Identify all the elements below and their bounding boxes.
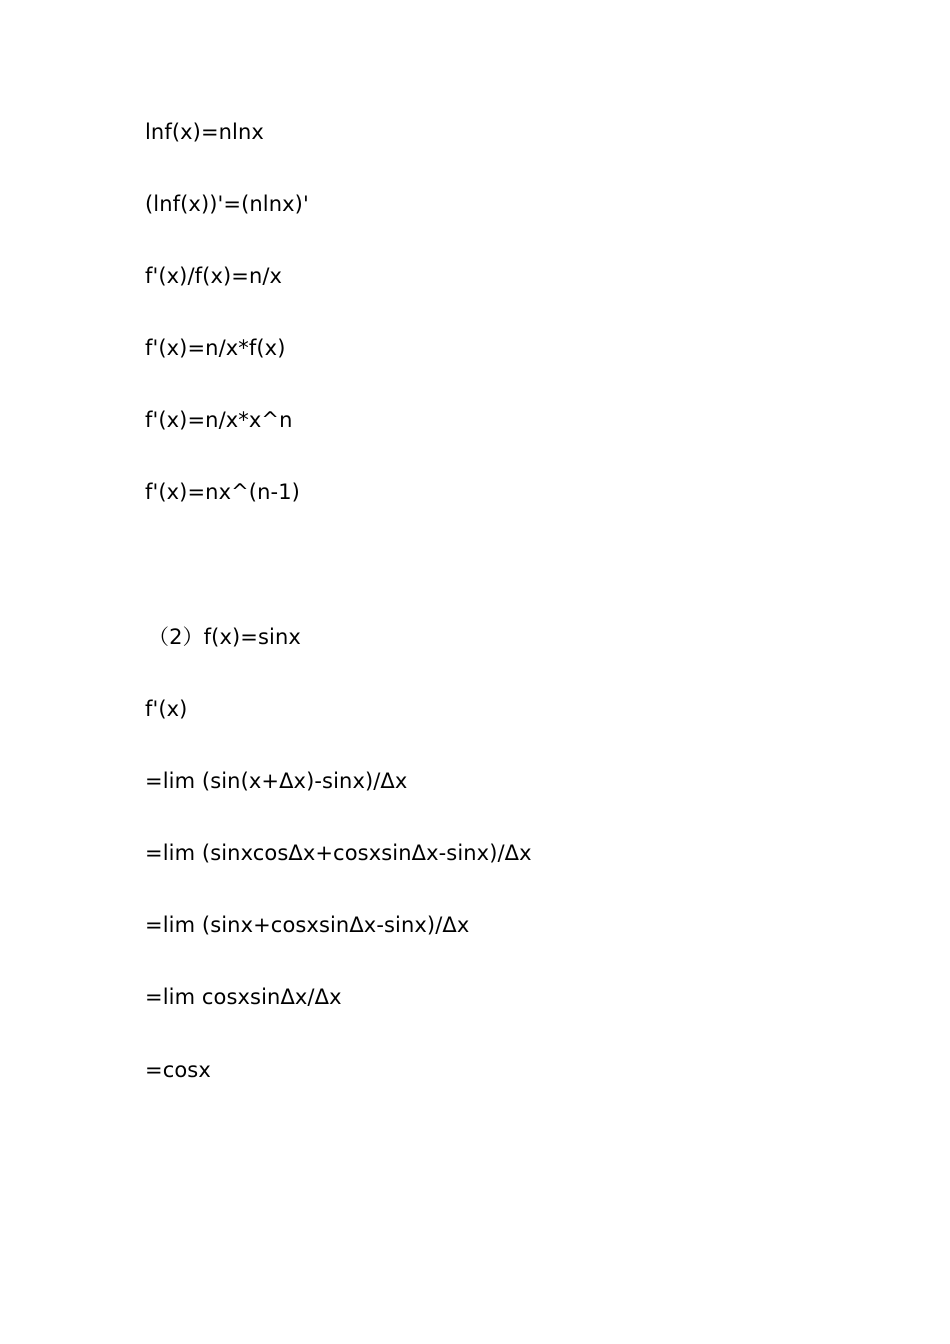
equation-line: f'(x)=n/x*f(x) [145,336,286,360]
equation-line: =lim (sinx+cosxsinΔx-sinx)/Δx [145,913,470,937]
equation-line: f'(x) [145,697,188,721]
equation-line: f'(x)=nx^(n-1) [145,480,300,504]
equation-line: lnf(x)=nlnx [145,120,264,144]
equation-line: =lim cosxsinΔx/Δx [145,985,342,1009]
equation-line: =lim (sinxcosΔx+cosxsinΔx-sinx)/Δx [145,841,532,865]
equation-line: f'(x)=n/x*x^n [145,408,293,432]
equation-line: f'(x)/f(x)=n/x [145,264,283,288]
equation-line: (lnf(x))'=(nlnx)' [145,192,309,216]
section-heading: （2）f(x)=sinx [148,625,301,649]
equation-line: =lim (sin(x+Δx)-sinx)/Δx [145,769,408,793]
equation-line: =cosx [145,1058,211,1082]
